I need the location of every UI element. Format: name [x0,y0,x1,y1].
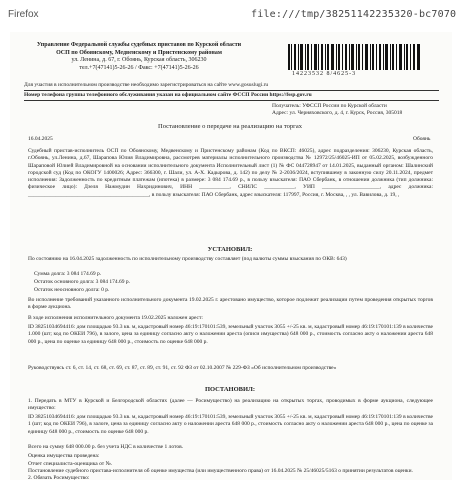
paragraph-property: ID 38251034694416: дом площадью 93.3 кв. м, кадастровый номер 46:19:170101:539, земельный участок 3055 +/-25 кв. м, кадастровый номер 46:19:170101:139 в количестве 1.000 (шт; код по ОКЕИ 796), в залоге, цена за единицу согласно акту о наложении ареста (описи имущества) 648 000 р., стоимость согласно акту о наложении ареста 648 000 р., цена по оценке за единицу 648 000 р., стоимость по оценке 648 000 р. [28,324,433,345]
established-heading: УСТАНОВИЛ: [207,246,253,253]
browser-name: Firefox [8,9,39,20]
paragraph-arrest: Во исполнение требований указанного исполнительного документа 19.02.2025 г. арестовано имущество, которое подлежит реализации путем проведения открытых торгов в форме аукциона. [28,297,433,311]
divider [24,100,439,101]
paragraph-transfer: 1. Передать в МТУ в Курской и Белгородской областях (далее — Росимущество) на реализацию на открытых торгах, проводимых в форме аукциона, следующее имущество: [28,398,433,412]
paragraph-legal-basis: Руководствуясь ст. 6, ст. 14, ст. 68, ст. 69, ст. 87, ст. 89, ст. 91, ст. 92 ФЗ от 02.10.2007 № 229-ФЗ «Об исполнительном производстве» [28,365,337,371]
paragraph-arrest-imposed: В ходе исполнения исполнительного документа 19.02.2025 наложен арест: [28,315,203,321]
browser-titlebar [0,0,458,30]
recipient-info: Получатель: УФССП России по Курской области [272,103,387,109]
document-city: Обоянь [413,136,431,142]
paragraph-valuation-order: Постановление судебного пристава-исполнителя об оценке имущества (или имущественного права) от 16.04.2025 № 25/46025/5163 о принятии результатов оценки. [28,468,413,474]
org-phone: тел.+7(47141)5-26-26 / Факс: +7(47141)5-26-26 [79,64,199,71]
paragraph-total: Всего на сумму 648 000.00 р. без учета НДС в количестве 1 лотов. [28,444,184,450]
divider [24,90,439,91]
paragraph-appraiser: Отчет специалиста-оценщика от №. [28,461,113,467]
document-title: Постановление о передаче на реализацию на торгах [158,123,302,130]
resolved-heading: ПОСТАНОВИЛ: [204,386,256,393]
barcode-number: 14223532 8/4625-3 [292,71,357,77]
document-date: 16.04.2025 [28,136,53,142]
org-name: Управление Федеральной службы судебных приставов по Курской области [36,42,242,48]
debt-secondary: Остаток неосновного долга: 0 р. [34,287,110,293]
debt-sum: Сумма долга: 3 084 174.69 р. [34,271,102,277]
org-header [24,42,254,72]
org-department: ОСП по Обоянскому, Медвенскому и Пристенскому районам [56,49,222,56]
gosuslugi-note: Для участия в исполнительном производстве необходимо зарегистрироваться на сайте www.gosuslugi.ru [24,82,269,88]
paragraph-debt: По состоянию на 16.04.2025 задолженность по исполнительному производству составляет (под валюты суммы взыскания по ОКВ: 643) [28,256,347,262]
fssp-phone-note: Номер телефона группы телефонного обслуживания указан на официальном сайте ФССП России https://fssp.gov.ru [24,92,312,98]
document-page [10,32,452,480]
paragraph-intro: Судебный пристав-исполнитель ОСП по Обоянскому, Медвенскому и Пристенскому районам (Код по ВКСП: 46025), адрес подразделения: 306230, Курская область, г.Обоянь, ул.Ленина, д.67, Шарапова Юлия Владимировна, рассмотрев материалы исполнительного производства № 12972/25/46025-ИП от 05.02.2025, возбужденного Шараповой Юлией Владимировной на основании исполнительного документа Исполнительный лист (1) № ФС 044728947 от 14.01.2025, выданный органом: Шалинский городской суд (Код по ОКОГУ 1400026; Адрес: 366300, г. Шали, ул. А-Х. Кадырова, д. 142) по делу № 2-2036/2024, вступившему в законную силу 20.11.2024, предмет исполнения: Задолженность по кредитным платежам (ипотека) в размере: 3 084 174.69 р., в пользу взыскателя: ПАО Сбербанк, в отношении должника (тип должника: физическое лицо): Дзеля Нажмудин Нахридинович, ИНН ___________, СНИЛС ___________, УИП _____________________, адрес должника: ____________________________________________, в пользу взыскателя: ПАО Сбербанк, адрес взыскателя: 117997, Россия, г. Москва, , , ул. Вавилова, д. 19, , [28,148,433,198]
paragraph-valuation: Оценка имущества проведена: [28,453,100,459]
paragraph-property-lot: ID 38251034694416: дом площадью 93.3 кв. м, кадастровый номер 46:19:170101:539, земельный участок 3055 +/-25 кв. м, кадастровый номер 46:19:170101:139 в количестве 1 (шт; код по ОКЕИ 796), в залоге, цена за единицу согласно акту о наложении ареста 648 000 р., стоимость согласно акту о наложении ареста 648 000 р., цена по оценке за единицу 648 000 р., стоимость по оценке 648 000 р. [28,414,433,435]
barcode [288,44,420,70]
org-address: ул. Ленина, д. 67, г. Обоянь, Курская область, 306230 [71,57,207,63]
address-bar[interactable]: file:///tmp/38251142235320-bc7070 [251,9,457,20]
debt-principal: Остаток основного долга: 3 084 174.69 р. [34,279,131,285]
paragraph-obligation: 2. Обязать Росимущество: [28,475,90,480]
recipient-address: Адрес: ул. Черняховского, д. 4, г. Курск, Россия, 305018 [272,110,403,116]
